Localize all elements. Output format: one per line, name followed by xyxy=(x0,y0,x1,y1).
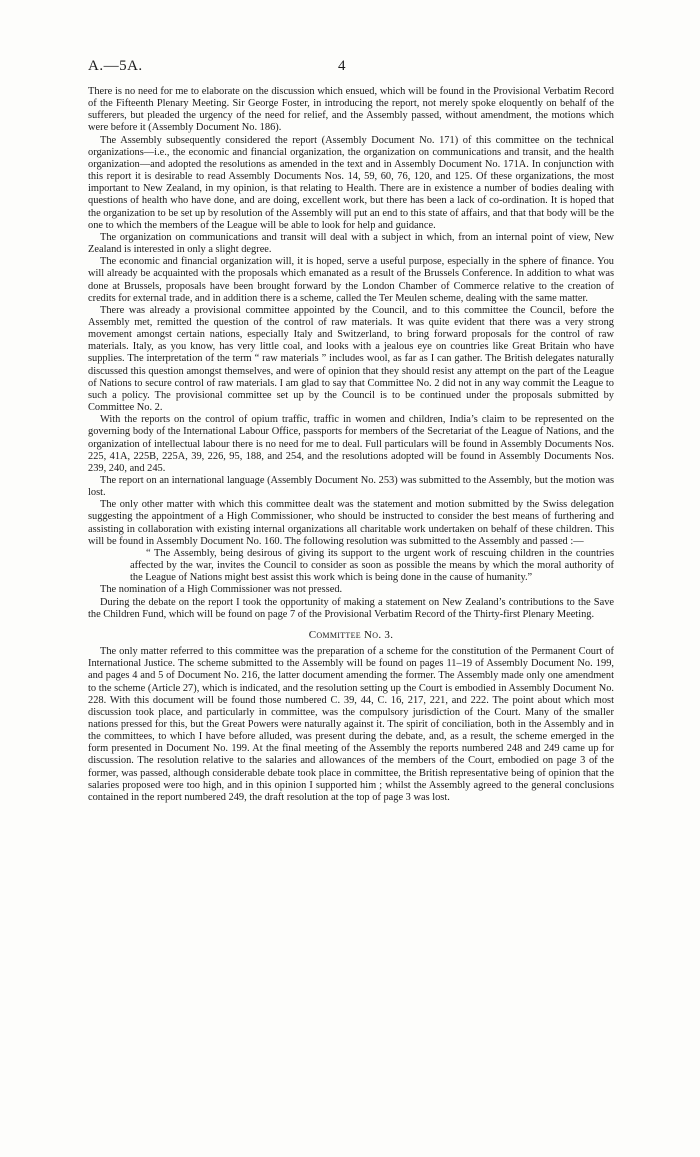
paragraph: The nomination of a High Commissioner was not pressed. xyxy=(100,584,343,596)
paragraph: During the debate on the report I took the opportunity of making a statement on New Zealand’s contributions to the Save the Children Fund, which will be found on page 7 of the Provisional Verbatim Record of the Thirty-first Plenary Meeting. xyxy=(88,596,614,620)
paragraph: The economic and financial organization will, it is hoped, serve a useful purpose, especially in the sphere of finance. You will already be acquainted with the proposals which emanated as a result of the Brussels Conference. In addition to what was done at Brussels, proposals have been brought forward by the London Chamber of Commerce relative to the creation of credits for external trade, and in addition there is a scheme, called the Ter Meulen scheme, dealing with the same matter. xyxy=(88,256,614,304)
paragraph: The organization on communications and transit will deal with a subject in which, from an internal point of view, New Zealand is interested in only a slight degree. xyxy=(88,231,614,256)
paragraph: The only other matter with which this committee dealt was the statement and motion submitted by the Swiss delegation suggesting the appointment of a High Commissioner, who should be instructed to consider the best means of furthering and assisting in collaboration with existing internal organizations all charitable work undertaken on behalf of these children. This will be found in Assembly Document No. 160. The following resolution was submitted to the Assembly and passed :— xyxy=(88,499,614,547)
section-heading: Committee No. 3. xyxy=(308,628,394,641)
document-reference: A.—5A. xyxy=(88,58,143,74)
resolution-quote: “ The Assembly, being desirous of giving its support to the urgent work of rescuing children in the countries affected by the war, invites the Council to consider as soon as possible the means by which the moral authority of the League of Nations might best assist this work which is being done in the cause of humanity.” xyxy=(130,547,614,584)
document-body xyxy=(88,86,614,804)
paragraph: There was already a provisional committee appointed by the Council, and to this committee the Council, before the Assembly met, remitted the question of the control of raw materials. It was quite evident that there was a very strong movement amongst certain nations, especially Italy and Switzerland, to bring forward proposals for the control of raw materials. Italy, as you know, has very little coal, and looks with a jealous eye on countries like Great Britain who have supplies. The interpretation of the term “ raw materials ” includes wool, as far as I can gather. The British delegates naturally discussed this question amongst themselves, and were of opinion that they should resist any attempt on the part of the League of Nations to secure control of raw materials. I am glad to say that Committee No. 2 did not in any way commit the League to such a policy. The provisional committee set up by the Council is to be continued under the proposals submitted by Committee No. 2. xyxy=(88,304,614,414)
page-header xyxy=(88,58,614,78)
paragraph: The Assembly subsequently considered the report (Assembly Document No. 171) of this committee on the technical organizations—i.e., the economic and financial organization, the organization on communications and transit, and the health organization—and adopted the resolutions as amended in the text and in Assembly Document No. 171A. In conjunction with this report it is desirable to read Assembly Documents Nos. 14, 59, 60, 76, 120, and 125. Of these organizations, the most important to New Zealand, in my opinion, is that relating to Health. There are in existence a number of bodies dealing with questions of health who have done, and are doing, excellent work, but there has been a lack of co-ordination. It is hoped that the organization to be set up by resolution of the Assembly will put an end to this state of affairs, and that that body will be the one to which the members of the League will be able to look for help and guidance. xyxy=(88,134,614,231)
paragraph: The report on an international language (Assembly Document No. 253) was submitted to the Assembly, but the motion was lost. xyxy=(88,475,614,499)
paragraph: The only matter referred to this committee was the preparation of a scheme for the constitution of the Permanent Court of International Justice. The scheme submitted to the Assembly will be found on pages 11–19 of Assembly Document No. 199, and pages 4 and 5 of Document No. 216, the latter document amending the former. The Assembly made only one amendment to the scheme (Article 27), which is indicated, and the resolution setting up the Court is embodied in Assembly Document No. 228. With this document will be found those numbered C. 39, 44, C. 16, 217, 221, and 222. The point about which most discussion took place, and particularly in committee, was the compulsory jurisdiction of the Court. Many of the smaller nations pressed for this, but the Great Powers were naturally against it. The spirit of conciliation, both in the Assembly and in the committees, to which I have before alluded, was present during the debate, and, as a result, the scheme emerged in the form presented in Document No. 199. At the final meeting of the Assembly the reports numbered 248 and 249 came up for discussion. The resolution relative to the salaries and allowances of the members of the Court, embodied on page 3 of the former, was passed, although considerable debate took place in committee, the British representative being of opinion that the salaries proposed were too high, and in this opinion I supported him ; whilst the Assembly agreed to the general conclusions contained in the report numbered 249, the draft resolution at the top of page 3 was lost. xyxy=(88,646,614,803)
paragraph: With the reports on the control of opium traffic, traffic in women and children, India’s claim to be represented on the governing body of the International Labour Office, passports for members of the Secretariat of the League of Nations, and the organization of intellectual labour there is no need for me to deal. Full particulars will be found in Assembly Documents Nos. 225, 41A, 225B, 225A, 39, 226, 95, 188, and 254, and the resolutions adopted will be found in Assembly Documents Nos. 239, 240, and 245. xyxy=(88,414,614,474)
page-number: 4 xyxy=(338,58,346,74)
paragraph: There is no need for me to elaborate on the discussion which ensued, which will be found in the Provisional Verbatim Record of the Fifteenth Plenary Meeting. Sir George Foster, in introducing the report, not merely spoke eloquently on behalf of the sufferers, but pleaded the urgency of the need for relief, and the Assembly passed, without amendment, the motions which were before it (Assembly Document No. 186). xyxy=(88,86,614,134)
